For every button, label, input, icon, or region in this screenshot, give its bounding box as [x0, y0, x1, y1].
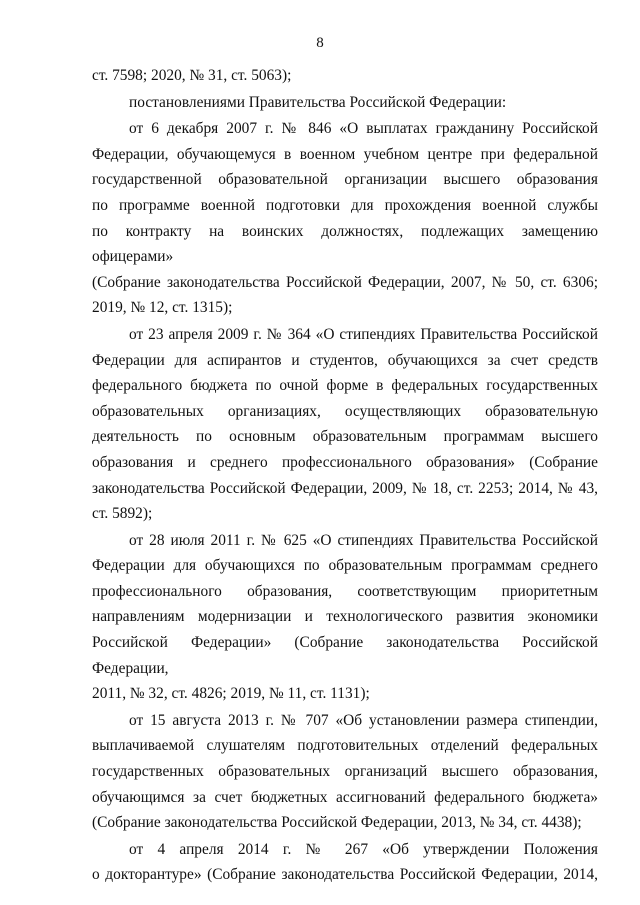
text-line: (Собрание законодательства Российской Федерации, 2007, № 50, ст. 6306; — [92, 273, 598, 291]
text-line: образовательных организациях, осуществляющих образовательную — [92, 402, 598, 420]
text-line: (Собрание законодательства Российской Федерации, 2013, № 34, ст. 4438); — [92, 814, 582, 832]
text-line: направлениям модернизации и технологического развития экономики — [92, 608, 598, 626]
text-line: профессионального образования, соответствующим приоритетным — [92, 582, 598, 600]
text-line: от 15 августа 2013 г. № 707 «Об установлении размера стипендии, — [129, 711, 598, 729]
paragraph — [92, 63, 598, 89]
text-line: от 28 июля 2011 г. № 625 «О стипендиях Правительства Российской — [129, 531, 598, 549]
paragraph — [92, 708, 598, 836]
text-line: государственных образовательных организаций высшего образования, — [92, 763, 598, 781]
text-line: Федерации для обучающихся по образовательным программам среднего — [92, 557, 598, 575]
text-line: деятельность по основным образовательным программам высшего — [92, 428, 598, 446]
paragraph — [92, 322, 598, 527]
paragraph — [92, 837, 598, 888]
text-line: Российской Федерации» (Собрание законодательства Российской Федерации, — [92, 634, 598, 677]
text-line: законодательства Российской Федерации, 2009, № 18, ст. 2253; 2014, № 43, — [92, 479, 598, 497]
paragraph — [92, 528, 598, 707]
text-line: федерального бюджета по очной форме в федеральных государственных — [92, 377, 598, 395]
text-line: ст. 7598; 2020, № 31, ст. 5063); — [92, 67, 292, 84]
paragraph — [92, 116, 598, 321]
paragraph — [92, 90, 598, 116]
text-line: Федерации, обучающемуся в военном учебном центре при федеральной — [92, 145, 598, 163]
text-line: от 6 декабря 2007 г. № 846 «О выплатах гражданину Российской — [129, 120, 598, 138]
text-line: 2011, № 32, ст. 4826; 2019, № 11, ст. 1131); — [92, 685, 370, 703]
text-line: ст. 5892); — [92, 505, 153, 523]
text-line: образования и среднего профессионального образования» (Собрание — [92, 453, 598, 471]
page-number: 8 — [316, 35, 324, 51]
text-line: государственной образовательной организации высшего образования — [92, 171, 598, 189]
text-line: от 23 апреля 2009 г. № 364 «О стипендиях Правительства Российской — [129, 325, 598, 343]
text-line: о докторантуре» (Собрание законодательства Российской Федерации, 2014, — [92, 866, 598, 884]
text-line: 2019, № 12, ст. 1315); — [92, 299, 233, 317]
text-line: по контракту на воинских должностях, подлежащих замещению офицерами» — [92, 222, 598, 266]
text-line: Федерации для аспирантов и студентов, обучающихся за счет средств — [92, 351, 598, 369]
document-body — [92, 63, 598, 888]
text-line: выплачиваемой слушателям подготовительных отделений федеральных — [92, 737, 598, 755]
text-line: от 4 апреля 2014 г. № 267 «Об утверждении Положения — [129, 840, 598, 858]
text-line: постановлениями Правительства Российской Федерации: — [129, 93, 507, 111]
text-line: обучающимся за счет бюджетных ассигнований федерального бюджета» — [92, 788, 598, 806]
text-line: по программе военной подготовки для прохождения военной службы — [92, 196, 598, 214]
